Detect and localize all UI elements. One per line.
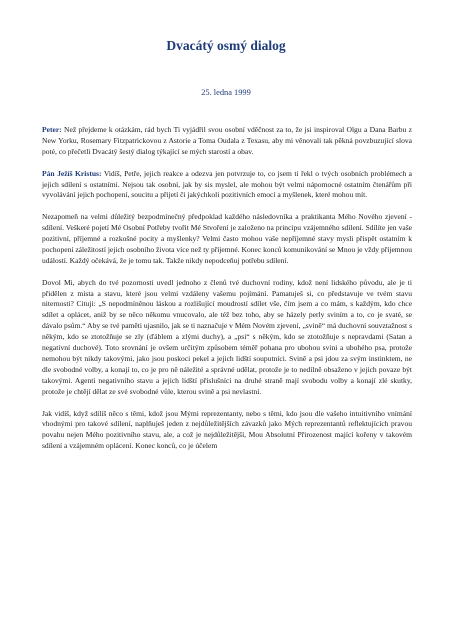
speaker-label: Pán Ježíš Kristus:	[42, 168, 102, 178]
document-body	[42, 125, 412, 463]
dialog-date: 25. ledna 1999	[201, 88, 251, 97]
speaker-label: Peter:	[42, 125, 62, 134]
paragraph	[42, 278, 412, 398]
paragraph-text: Jak vidíš, když sdílíš něco s těmi, kdož jsou Mými reprezentanty, nebo s těmi, kdo jsou dle vašeho intuitivního vnímání vhodnými pro takové sdílení, naplňuješ jeden z nejdůležitějších závazků jako Mých reprezentantů reflektujících pravou povahu nejen Mého pozitivního stavu, ale, a což je nejdůležitější, Mou Absolutní Přirozenost mající kořeny v takovém sdílení a vzájemném oplácení. Konec konců, co je účelem	[42, 408, 412, 451]
paragraph-text: Dovol Mi, abych do tvé pozornosti uvedl jednoho z členů tvé duchovní rodiny, kdož není lidského původu, ale je ti přidělen z místa a stavu, které jsou velmi vzdáleny vašemu pojímání. Pamatuješ si, co představuje ve tvém stavu niternosti? Cituji: „S nepodmíněnou láskou a rozlišující moudrostí sdílet vše, čím jsem a co mám, s každým, kdo chce sdílet a oplácet, aniž by se něco někomu vnucovalo, ale též bez toho, aby se házely perly sviním a to, co je svaté, se dávalo psům.“ Aby se tvé paměti ujasnilo, jak se ti naznačuje v Mém Novém zjevení, „svině“ má duchovní souvztažnost s někým, kdo se ztotožňuje se zly (ďáblem a zlými duchy), a „psi“ s někým, kdo se ztotožňuje s nepravdami (Satan a negativní duchové). Toto srovnání je ovšem určitým způsobem téměř pohana pro ubohou svini a ubohého psa, protože nemohou být nikdy takovými, jako jsou poskoci pekel a jejich lidští souputníci. Svině a psi jdou za svým instinktem, ne dle svobodné volby, a konají to, co je pro ně náležité a správné udělat, protože je to nedílně obsaženo v jejich povaze být takovými. Agenti negativního stavu a jejich lidští příslušníci na druhé straně mají svobodu volby a konají zlé skutky, protože je chtějí dělat ze své svobodné vůle, kterou svině a psi nevlastní.	[42, 277, 412, 396]
paragraph	[42, 212, 412, 267]
dialog-title: Dvacátý osmý dialog	[166, 38, 286, 53]
paragraph-text: Než přejdeme k otázkám, rád bych Ti vyjádřil svou osobní vděčnost za to, že jsi inspiroval Olgu a Dana Barbu z New Yorku, Rosemary Fitzpatrickovou z Astorie a Toma Oudala z Texasu, aby mi věnovali tak pěkná povzbuzující slova poté, co přečetli Dvacátý šestý dialog týkající se mých starostí a obav.	[42, 125, 412, 156]
paragraph-text: Vidíš, Petře, jejich reakce a odezva jen potvrzuje to, co jsem ti řekl o tvých osobních problémech a jejich sdílení s ostatními. Nejsou tak osobní, jak by sis myslel, ale mohou být velmi nápomocné ostatním čtenářům při vyvolávání jejich pochopení, soucitu a přijetí či jakýchkoli pozitivních emocí a myšlenek, které mohou mít.	[42, 168, 413, 200]
paragraph-text: Nezapomeň na velmi důležitý bezpodmínečný předpoklad každého následovníka a praktikanta Mého Nového zjevení - sdílení. Veškeré pojetí Mé Osobní Potřeby tvořit Mé Stvoření je založeno na principu vzájemného sdílení. Sdílíte jen vaše pozitivní, příjemné a rozkošné pocity a myšlenky? Velmi často mohou vaše nepříjemné stavy mysli přispět ostatním k pochopení záležitostí jejich osobního života více než ty příjemné. Konec konců komunikování se Mnou je vždy příjemnou událostí. Každý očekává, že je tomu tak. Takže nikdy nepodceňuj potřebu sdílení.	[42, 212, 412, 265]
paragraph	[42, 409, 412, 453]
paragraph	[42, 125, 412, 158]
paragraph	[42, 169, 412, 202]
